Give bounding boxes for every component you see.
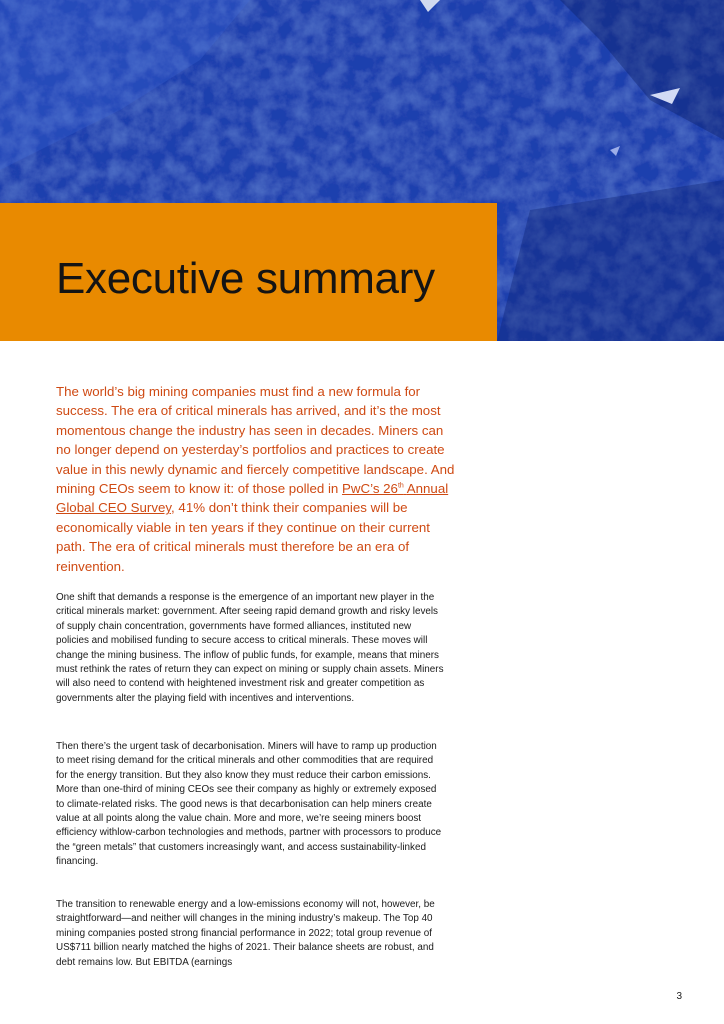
body-paragraph-decarbonisation: Then there’s the urgent task of decarbonisation. Miners will have to ramp up production to meet rising demand for the critical minerals and other commodities that are required for the energy transition. But they also know they must reduce their carbon emissions. More than one-third of mining CEOs see their company as highly or extremely exposed to climate-related risks. The good news is that decarbonisation can help miners create value at all points along the value chain. More and more, we’re seeing miners boost efficiency withlow-carbon technologies and methods, partner with processors to produce the “green metals” that customers increasingly want, and access sustainability-linked financing.: [56, 741, 442, 868]
intro-paragraph: [56, 382, 456, 576]
body-paragraph-transition: The transition to renewable energy and a low-emissions economy will not, however, be straightforward—and neither will changes in the mining industry’s makeup. The Top 40 mining companies posted strong financial performance in 2022; total group revenue of US$711 billion nearly matched the highs of 2021. Their balance sheets are robust, and debt remains low. But EBITDA (earnings: [56, 899, 435, 968]
intro-text-end: , 41% don’t think their companies will be economically viable in ten years if they continue on their current path. The era of critical minerals must therefore be an era of reinvention.: [56, 500, 430, 574]
body-paragraph-government: One shift that demands a response is the emergence of an important new player in the critical minerals market: government. After seeing rapid demand growth and risky levels of supply chain concentration, governments have formed alliances, instituted new policies and mobilised funding to secure access to critical minerals. These moves will change the mining business. The inflow of public funds, for example, means that miners must rethink the rates of return they can expect on mining or supply chain assets. Miners will also need to contend with heightened investment risk and greater competition as governments alter the playing field with incentives and interventions.: [56, 592, 444, 704]
ceo-survey-link[interactable]: PwC’s 26th Annual Global CEO Survey: [56, 481, 449, 516]
page-number: 3: [676, 991, 682, 1002]
intro-text-start: The world’s big mining companies must find a new formula for success. The era of critical minerals has arrived, and it’s the most momentous change the industry has seen in decades. Miners can no longer depend on yesterday’s portfolios and practices to create value in this newly dynamic and fiercely competitive landscape. And mining CEOs seem to know it: of those polled in: [56, 384, 455, 497]
page-title: Executive summary: [56, 254, 435, 303]
